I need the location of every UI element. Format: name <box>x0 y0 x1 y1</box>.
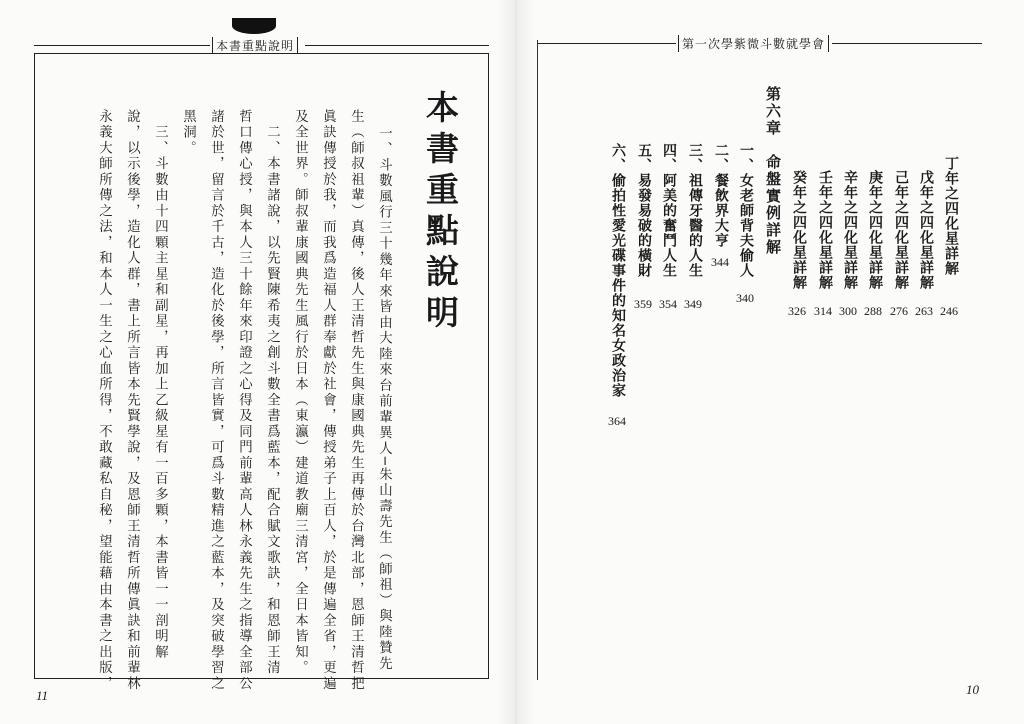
toc-item-ji[interactable]: 己年之四化星詳解 <box>893 170 909 290</box>
gutter-shadow <box>498 0 534 724</box>
toc-item-xin[interactable]: 辛年之四化星詳解 <box>842 170 858 290</box>
chapter-title[interactable]: 第六章 命盤實例詳解 <box>764 86 782 256</box>
toc-page-case-4: 354 <box>659 297 677 311</box>
body-column-5: 二、本書諸說，以先賢陳希夷之創斗數全書爲藍本，配合賦文歌訣，和恩師王清 <box>264 109 280 676</box>
body-column-1: 一、斗數風行三十幾年來皆由大陸來台前輩異人─朱山壽先生（師祖）與陸贊先 <box>376 126 392 672</box>
toc-page-case-2: 344 <box>711 255 729 269</box>
left-page-number: 11 <box>36 688 49 703</box>
body-column-10: 說，以示後學，造化人群，書上所言皆本先賢學說，及恩師王清哲所傳眞訣和前輩林 <box>124 109 140 692</box>
body-column-4: 及全世界。師叔輩康國典先生風行於日本（東瀛）建道教廟三清宮，全日本皆知。 <box>292 109 308 676</box>
toc-page-case-1: 340 <box>736 291 754 305</box>
toc-item-case-3[interactable]: 三、祖傳牙醫的人生 <box>687 143 703 278</box>
toc-page-geng: 288 <box>864 304 882 318</box>
toc-page-wu: 263 <box>915 304 933 318</box>
right-page-number: 10 <box>966 682 979 697</box>
toc-page-ji: 276 <box>890 304 908 318</box>
body-column-9: 三、斗數由十四顆主星和副星，再加上乙級星有一百多顆，本書皆一一剖明解 <box>152 109 168 661</box>
toc-item-wu[interactable]: 戊年之四化星詳解 <box>918 170 934 290</box>
toc-page-case-6: 364 <box>608 414 626 428</box>
toc-item-case-5[interactable]: 五、易發易破的橫財 <box>636 143 652 278</box>
toc-page-case-3: 349 <box>684 297 702 311</box>
toc-item-case-2[interactable]: 二、餐飲界大亨 <box>713 143 729 248</box>
right-header-rule <box>832 43 982 44</box>
body-column-7: 諸於世，留言於千古，造化於後學，所言皆實，可爲斗數精進之藍本，及突破學習之 <box>208 109 224 692</box>
toc-page-ding: 246 <box>940 304 958 318</box>
page-title: 本書重點說明 <box>421 90 460 336</box>
left-header-rule <box>305 45 489 46</box>
toc-item-geng[interactable]: 庚年之四化星詳解 <box>867 170 883 290</box>
toc-page-case-5: 359 <box>634 297 652 311</box>
body-column-8: 黑洞。 <box>180 109 196 157</box>
body-column-11: 永義大師所傳之法，和本人一生之心血所得，不敢藏私自秘，望能藉由本書之出版， <box>96 109 112 692</box>
toc-item-ding[interactable]: 丁年之四化星詳解 <box>943 156 959 276</box>
body-column-2: 生（師叔祖輩）真傳，後人王清哲先生與康國典先生再傳於台灣北部，恩師王清哲把 <box>348 109 364 692</box>
right-margin-rule <box>537 40 538 680</box>
toc-page-ren: 314 <box>814 304 832 318</box>
right-running-header: 第一次學紫微斗數就學會 <box>678 35 829 52</box>
left-running-header: 本書重點說明 <box>212 37 298 54</box>
toc-item-case-4[interactable]: 四、阿美的奮鬥人生 <box>661 143 677 278</box>
right-header-rule <box>538 43 676 44</box>
toc-item-gui[interactable]: 癸年之四化星詳解 <box>791 170 807 290</box>
toc-page-gui: 326 <box>788 304 806 318</box>
toc-item-ren[interactable]: 壬年之四化星詳解 <box>817 170 833 290</box>
body-column-3: 眞訣傳授於我，而我爲造福人群奉獻於社會，傳授弟子上百人，於是傳遍全省，更遍 <box>320 109 336 692</box>
toc-item-case-6[interactable]: 六、偷拍性愛光碟事件的知名女政治家 <box>610 143 626 398</box>
toc-page-xin: 300 <box>839 304 857 318</box>
toc-item-case-1[interactable]: 一、女老師背夫偷人 <box>738 143 754 278</box>
left-header-rule <box>34 45 210 46</box>
body-column-6: 哲口傳心授，與本人三十餘年來印證之心得及同門前輩高人林永義先生之指導全部公 <box>236 109 252 692</box>
scan-artifact <box>232 18 276 34</box>
